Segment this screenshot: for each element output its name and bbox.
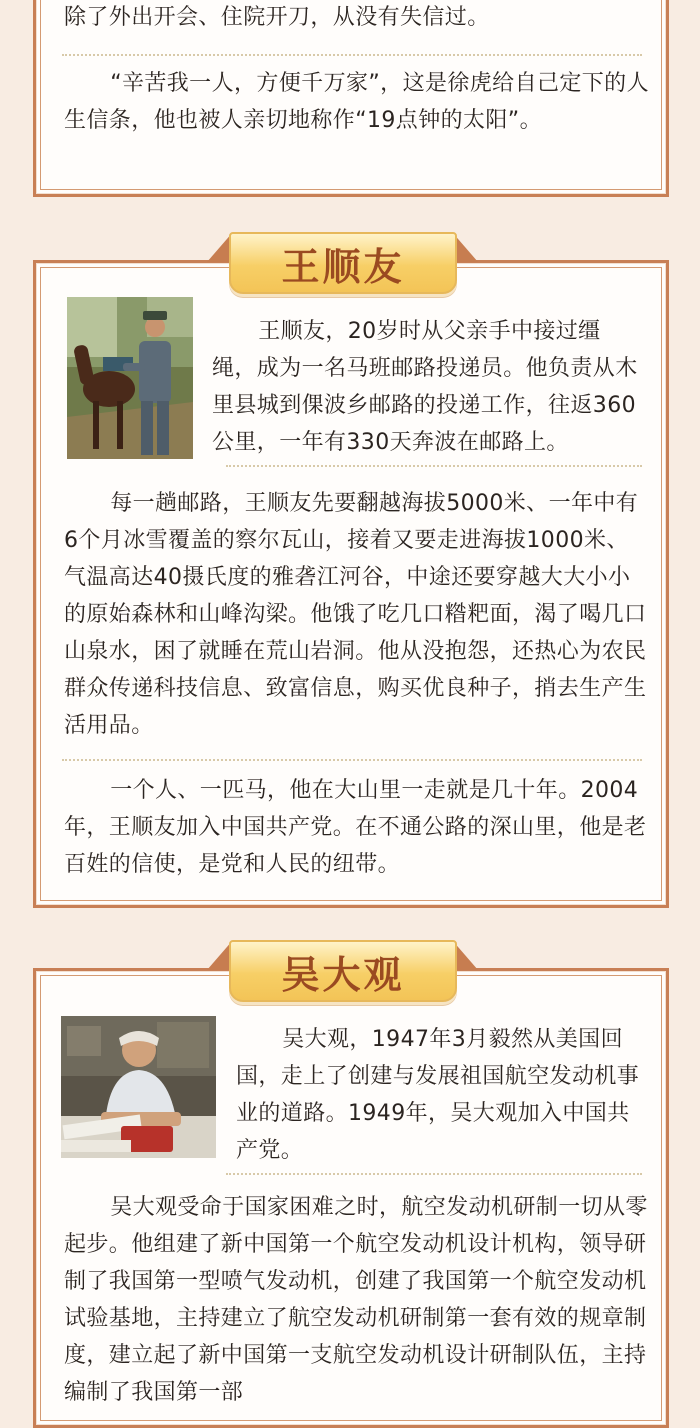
photo-wudaguan bbox=[61, 1016, 216, 1158]
card1-paragraph: “辛苦我一人，方便千万家”，这是徐虎给自己定下的人生信条，他也被人亲切地称作“19点钟的太阳”。 bbox=[64, 71, 649, 133]
profile-card-wangshunyou bbox=[33, 260, 669, 908]
card2-paragraph-2: 每一趟邮路，王顺友先要翻越海拔5000米、一年中有6个月冰雪覆盖的察尔瓦山，接着又要走进海拔1000米、气温高达40摄氏度的雅砻江河谷，中途还要穿越大大小小的原始森林和山峰沟梁。他饿了吃几口糌粑面，渴了喝几口山泉水，困了就睡在荒山岩洞。他从没抱怨，还热心为农民群众传递科技信息、致富信息，购买优良种子，捎去生产生活用品。 bbox=[64, 491, 647, 738]
profile-card-wudaguan bbox=[33, 968, 669, 1428]
card2-paragraph-3: 一个人、一匹马，他在大山里一走就是几十年。2004年，王顺友加入中国共产党。在不通公路的深山里，他是老百姓的信使，是党和人民的纽带。 bbox=[64, 778, 647, 877]
card2-intro: 王顺友，20岁时从父亲手中接过缰绳，成为一名马班邮路投递员。他负责从木里县城到倮波乡邮路的投递工作，往返360公里，一年有330天奔波在邮路上。 bbox=[212, 319, 638, 455]
profile-card-xuhu bbox=[33, 0, 669, 197]
card3-intro: 吴大观，1947年3月毅然从美国回国，走上了创建与发展祖国航空发动机事业的道路。1949年，吴大观加入中国共产党。 bbox=[236, 1027, 640, 1163]
dotted-divider bbox=[62, 54, 642, 56]
card3-paragraph-2: 吴大观受命于国家困难之时，航空发动机研制一切从零起步。他组建了新中国第一个航空发动机设计机构，领导研制了我国第一型喷气发动机，创建了我国第一个航空发动机试验基地，主持建立了航空发动机研制第一套有效的规章制度，建立起了新中国第一支航空发动机设计研制队伍，主持编制了我国第一部 bbox=[64, 1195, 648, 1405]
dotted-divider bbox=[226, 465, 642, 467]
name-label: 王顺友 bbox=[229, 232, 457, 294]
photo-wangshunyou bbox=[67, 297, 193, 459]
card1-line-top: 除了外出开会、住院开刀，从没有失信过。 bbox=[64, 5, 490, 30]
name-banner-wangshunyou bbox=[0, 232, 700, 312]
name-label: 吴大观 bbox=[229, 940, 457, 1002]
dotted-divider bbox=[226, 1173, 642, 1175]
dotted-divider bbox=[62, 759, 642, 761]
name-banner-wudaguan bbox=[0, 940, 700, 1020]
